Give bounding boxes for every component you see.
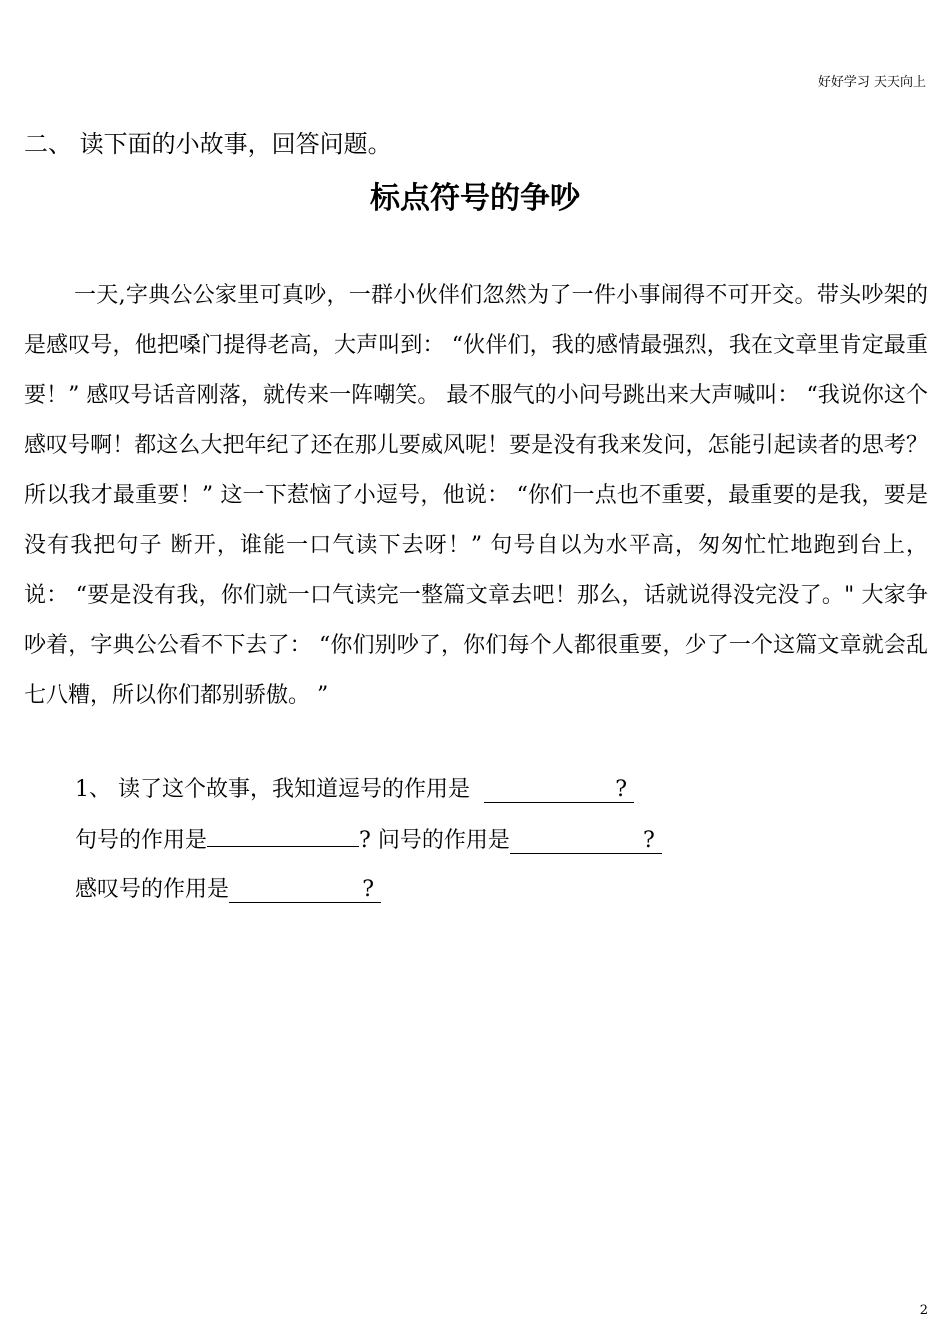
- question-1-text: 1、 读了这个故事，我知道逗号的作用是: [75, 777, 470, 802]
- story-title: 标点符号的争吵: [370, 181, 580, 216]
- question-1: [75, 772, 634, 803]
- answer-blank-period: [207, 822, 359, 847]
- question-mark: ?: [615, 777, 627, 802]
- question-2b-text: 问号的作用是: [377, 828, 510, 853]
- question-3-text: 感叹号的作用是: [75, 877, 230, 902]
- page-number: 2: [919, 1303, 928, 1318]
- answer-blank-question-mark: [510, 829, 662, 854]
- answer-blank-exclamation: [229, 878, 381, 903]
- question-2a-text: 句号的作用是: [75, 828, 208, 853]
- page-header: 好好学习 天天向上: [817, 75, 926, 90]
- question-mark: ?: [643, 828, 655, 853]
- question-2: [75, 822, 662, 854]
- story-text: 一天,字典公公家里可真吵，一群小伙伴们忽然为了一件小事闹得不可开交。带头吵架的是感叹号，他把嗓门提得老高，大声叫到： “伙伴们，我的感情最强烈，我在文章里肯定最重要！” 感叹号话音刚落，就传来一阵嘲笑。 最不服气的小问号跳出来大声喊叫： “我说你这个感叹号啊！都这么大把年纪了还在那儿要威风呢！要是没有我来发问，怎能引起读者的思考？所以我才最重要！” 这一下惹恼了小逗号，他说： “你们一点也不重要，最重要的是我，要是没有我把句子 断开，谁能一口气读下去呀！” 句号自以为水平高，匆匆忙忙地跑到台上，说： “要是没有我，你们就一口气读完一整篇文章去吧！那么，话就说得没完没了。" 大家争吵着，字典公公看不下去了： “你们别吵了，你们每个人都很重要，少了一个这篇文章就会乱七八糟，所以你们都别骄傲。 ”: [24, 283, 928, 708]
- question-mark: ?: [362, 877, 375, 902]
- question-3: [75, 872, 381, 903]
- answer-blank-comma: [484, 778, 634, 803]
- section-heading: 二、 读下面的小故事，回答问题。: [24, 130, 392, 158]
- question-mark: ?: [359, 828, 371, 853]
